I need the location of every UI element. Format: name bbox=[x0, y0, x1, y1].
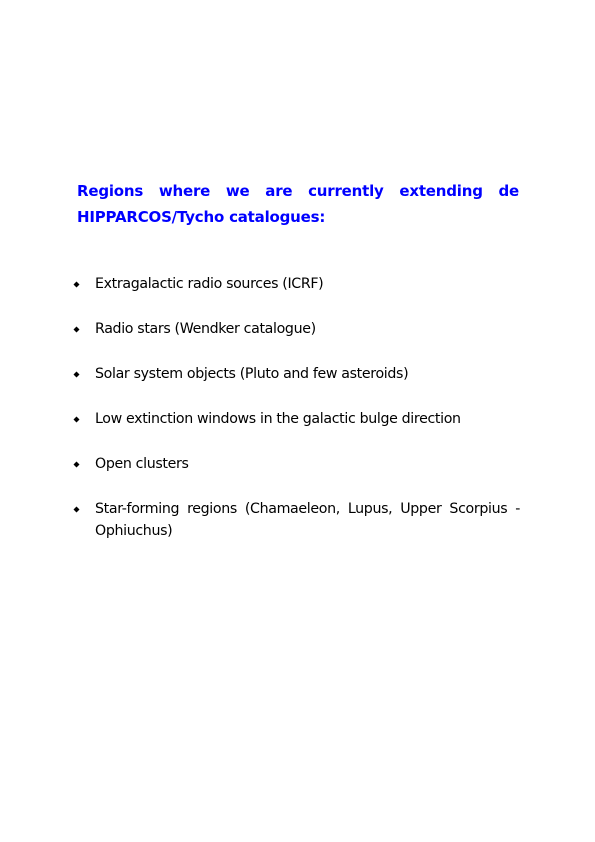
diamond-bullet-icon bbox=[73, 281, 79, 287]
diamond-bullet-icon bbox=[73, 326, 79, 332]
regions-list bbox=[74, 273, 520, 565]
list-item-text: Open clusters bbox=[95, 456, 189, 472]
list-item-text: Solar system objects (Pluto and few asteroids) bbox=[95, 366, 409, 382]
list-item bbox=[74, 453, 520, 475]
list-item bbox=[74, 408, 520, 430]
section-heading: Regions where we are currently extending de HIPPARCOS/Tycho catalogues: bbox=[77, 182, 519, 226]
list-item bbox=[74, 273, 520, 295]
list-item bbox=[74, 498, 520, 542]
list-item-text: Star-forming regions (Chamaeleon, Lupus, Upper Scorpius - Ophiuchus) bbox=[95, 501, 520, 539]
diamond-bullet-icon bbox=[73, 506, 79, 512]
diamond-bullet-icon bbox=[73, 371, 79, 377]
list-item bbox=[74, 363, 520, 385]
diamond-bullet-icon bbox=[73, 461, 79, 467]
list-item bbox=[74, 318, 520, 340]
diamond-bullet-icon bbox=[73, 416, 79, 422]
list-item-text: Extragalactic radio sources (ICRF) bbox=[95, 276, 324, 292]
list-item-text: Radio stars (Wendker catalogue) bbox=[95, 321, 316, 337]
list-item-text: Low extinction windows in the galactic bulge direction bbox=[95, 411, 461, 427]
